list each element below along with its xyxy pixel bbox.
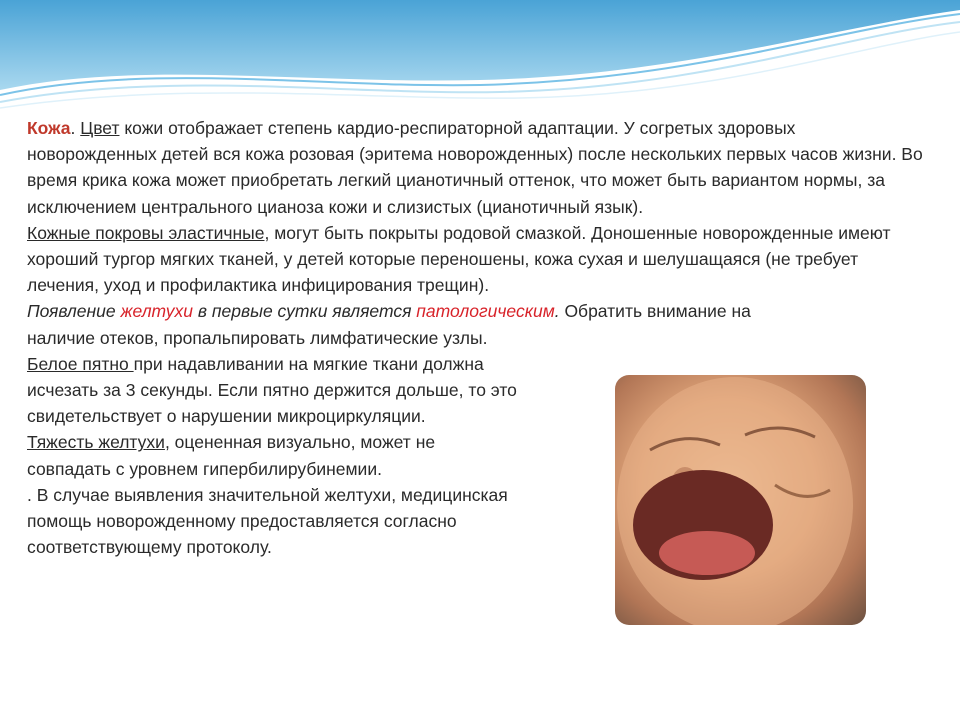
header-waves xyxy=(0,0,960,120)
p5-text: , оцененная визуально, может не совпадать с уровнем гипербилирубинемии. xyxy=(27,432,436,479)
p3-text-line1: Обратить внимание на xyxy=(559,301,751,322)
paragraph-skin-color xyxy=(27,115,927,220)
term-elastic-skin: Кожные покровы эластичные xyxy=(27,222,265,243)
term-color: Цвет xyxy=(80,118,120,138)
p4-text: при надавливании на мягкие ткани должна исчезать за 3 секунды. Если пятно держится дольше, то это свидетельствует о нарушении микроциркуляции. xyxy=(27,353,517,427)
paragraph-jaundice xyxy=(27,298,927,350)
p3-italic-2: в первые сутки является xyxy=(193,301,417,322)
paragraph-elasticity xyxy=(27,220,927,299)
p6-text: . В случае выявления значительной желтухи, медицинская помощь новорожденному предоставляется согласно соответствующему протоколу. xyxy=(27,484,508,558)
baby-face-illustration xyxy=(615,375,866,625)
title-skin: Кожа xyxy=(27,118,71,138)
crying-newborn-photo xyxy=(615,375,866,625)
paragraph-jaundice-severity xyxy=(27,429,517,481)
paragraph-white-spot xyxy=(27,351,517,430)
term-white-spot: Белое пятно xyxy=(27,353,134,374)
p3-text-line2: наличие отеков, пропальпировать лимфатические узлы. xyxy=(27,327,488,348)
p3-dot: . xyxy=(554,301,560,322)
term-jaundice: желтухи xyxy=(120,301,193,322)
wave-main xyxy=(0,0,960,90)
p3-italic-1: Появление xyxy=(27,301,121,322)
term-jaundice-severity: Тяжесть желтухи xyxy=(27,432,165,453)
title-dot: . xyxy=(70,118,76,138)
p2-text: , могут быть покрыты родовой смазкой. Доношенные новорожденные имеют хороший тургор мягких тканей, у детей которые переношены, кожа сухая и шелушащаяся (не требует лечения, уход и профилактика инфицирования трещин). xyxy=(27,222,891,296)
term-pathological: патологическим xyxy=(416,301,555,322)
p1-text: кожи отображает степень кардио-респираторной адаптации. У согретых здоровых новорожденных детей вся кожа розовая (эритема новорожденных) после нескольких первых часов жизни. Во время крика кожа может приобретать легкий цианотичный оттенок, что может быть вариантом нормы, за исключением центрального цианоза кожи и слизистых (цианотичный язык). xyxy=(27,118,923,217)
paragraph-protocol xyxy=(27,482,517,561)
